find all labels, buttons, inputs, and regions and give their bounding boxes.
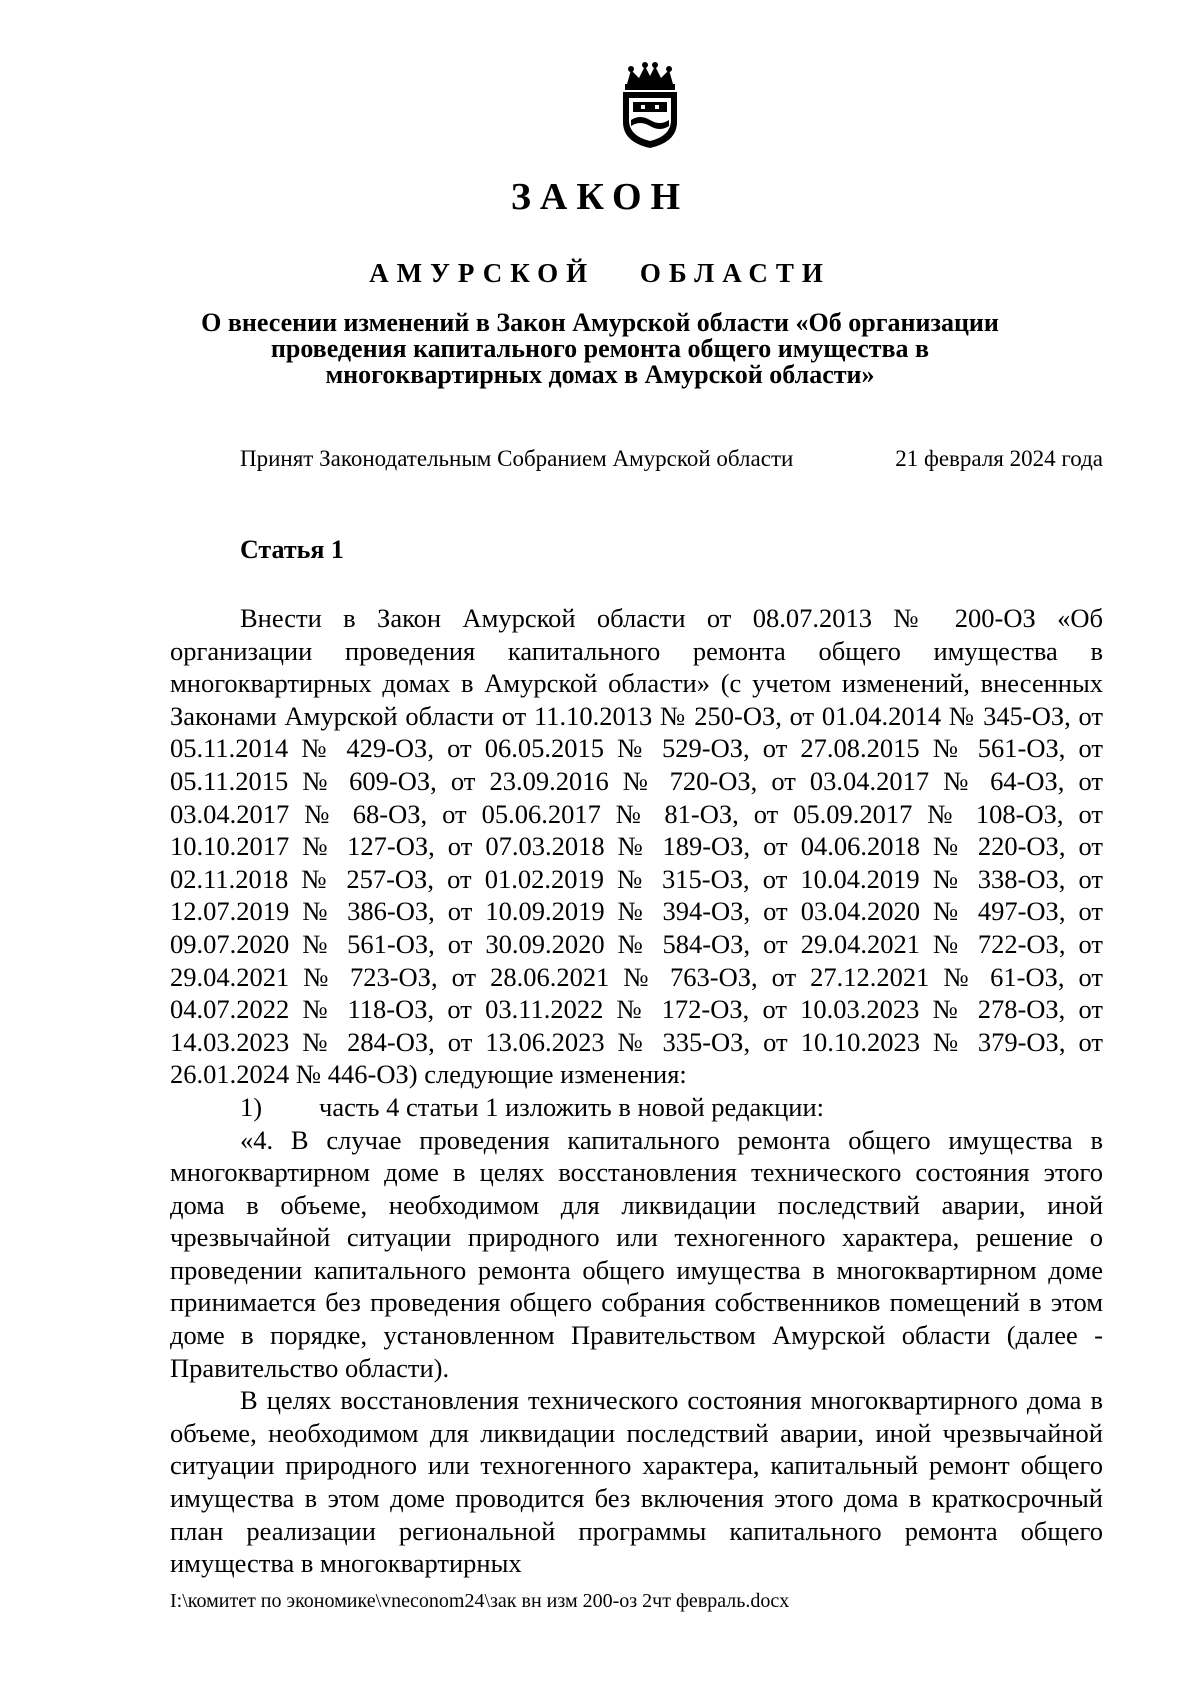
coat-of-arms-icon	[615, 62, 685, 150]
amendment-paragraph: В целях восстановления технического состояния многоквартирного дома в объеме, необходимом для ликвидации последствий аварии, иной чрезвычайной ситуации природного или техногенного характера, капитальный ремонт общего имущества в этом доме проводится без включения этого дома в краткосрочный план реализации региональной программы капитального ремонта общего имущества в многоквартирных	[170, 1385, 1103, 1579]
law-subject-line: многоквартирных домах в Амурской области»	[325, 360, 875, 389]
adoption-statement: Принят Законодательным Собранием Амурской области	[240, 446, 794, 471]
law-subject-title	[180, 310, 1020, 388]
article-heading: Статья 1	[240, 535, 344, 564]
article-body	[170, 602, 1103, 1580]
list-item-number: 1)	[240, 1091, 263, 1122]
file-path-footer: I:\комитет по экономике\vneconom24\зак вн изм 200-оз 2чт февраль.docx	[170, 1590, 790, 1612]
law-subject-line: проведения капитального ремонта общего имущества в	[270, 334, 930, 363]
document-type-title: ЗАКОН	[510, 176, 690, 218]
list-item-text: часть 4 статьи 1 изложить в новой редакции:	[319, 1091, 825, 1122]
amendment-list-item	[170, 1091, 1103, 1124]
law-subject-line: О внесении изменений в Закон Амурской области «Об организации	[201, 308, 999, 337]
region-title: АМУРСКОЙ ОБЛАСТИ	[369, 258, 831, 288]
adoption-date: 21 февраля 2024 года	[895, 446, 1103, 471]
amendment-paragraph: «4. В случае проведения капитального ремонта общего имущества в многоквартирном доме в целях восстановления технического состояния этого дома в объеме, необходимом для ликвидации последствий аварии, иной чрезвычайной ситуации природного или техногенного характера, решение о проведении капитального ремонта общего имущества в многоквартирном доме принимается без проведения общего собрания собственников помещений в этом доме в порядке, установленном Правительством Амурской области (далее - Правительство области).	[170, 1124, 1103, 1383]
article-intro-paragraph: Внести в Закон Амурской области от 08.07.2013 № 200-ОЗ «Об организации проведения капитального ремонта общего имущества в многоквартирных домах в Амурской области» (с учетом изменений, внесенных Законами Амурской области от 11.10.2013 № 250-ОЗ, от 01.04.2014 № 345-ОЗ, от 05.11.2014 № 429-ОЗ, от 06.05.2015 № 529-ОЗ, от 27.08.2015 № 561-ОЗ, от 05.11.2015 № 609-ОЗ, от 23.09.2016 № 720-ОЗ, от 03.04.2017 № 64-ОЗ, от 03.04.2017 № 68-ОЗ, от 05.06.2017 № 81-ОЗ, от 05.09.2017 № 108-ОЗ, от 10.10.2017 № 127-ОЗ, от 07.03.2018 № 189-ОЗ, от 04.06.2018 № 220-ОЗ, от 02.11.2018 № 257-ОЗ, от 01.02.2019 № 315-ОЗ, от 10.04.2019 № 338-ОЗ, от 12.07.2019 № 386-ОЗ, от 10.09.2019 № 394-ОЗ, от 03.04.2020 № 497-ОЗ, от 09.07.2020 № 561-ОЗ, от 30.09.2020 № 584-ОЗ, от 29.04.2021 № 722-ОЗ, от 29.04.2021 № 723-ОЗ, от 28.06.2021 № 763-ОЗ, от 27.12.2021 № 61-ОЗ, от 04.07.2022 № 118-ОЗ, от 03.11.2022 № 172-ОЗ, от 10.03.2023 № 278-ОЗ, от 14.03.2023 № 284-ОЗ, от 13.06.2023 № 335-ОЗ, от 10.10.2023 № 379-ОЗ, от 26.01.2024 № 446-ОЗ) следующие изменения:	[170, 603, 1103, 1090]
